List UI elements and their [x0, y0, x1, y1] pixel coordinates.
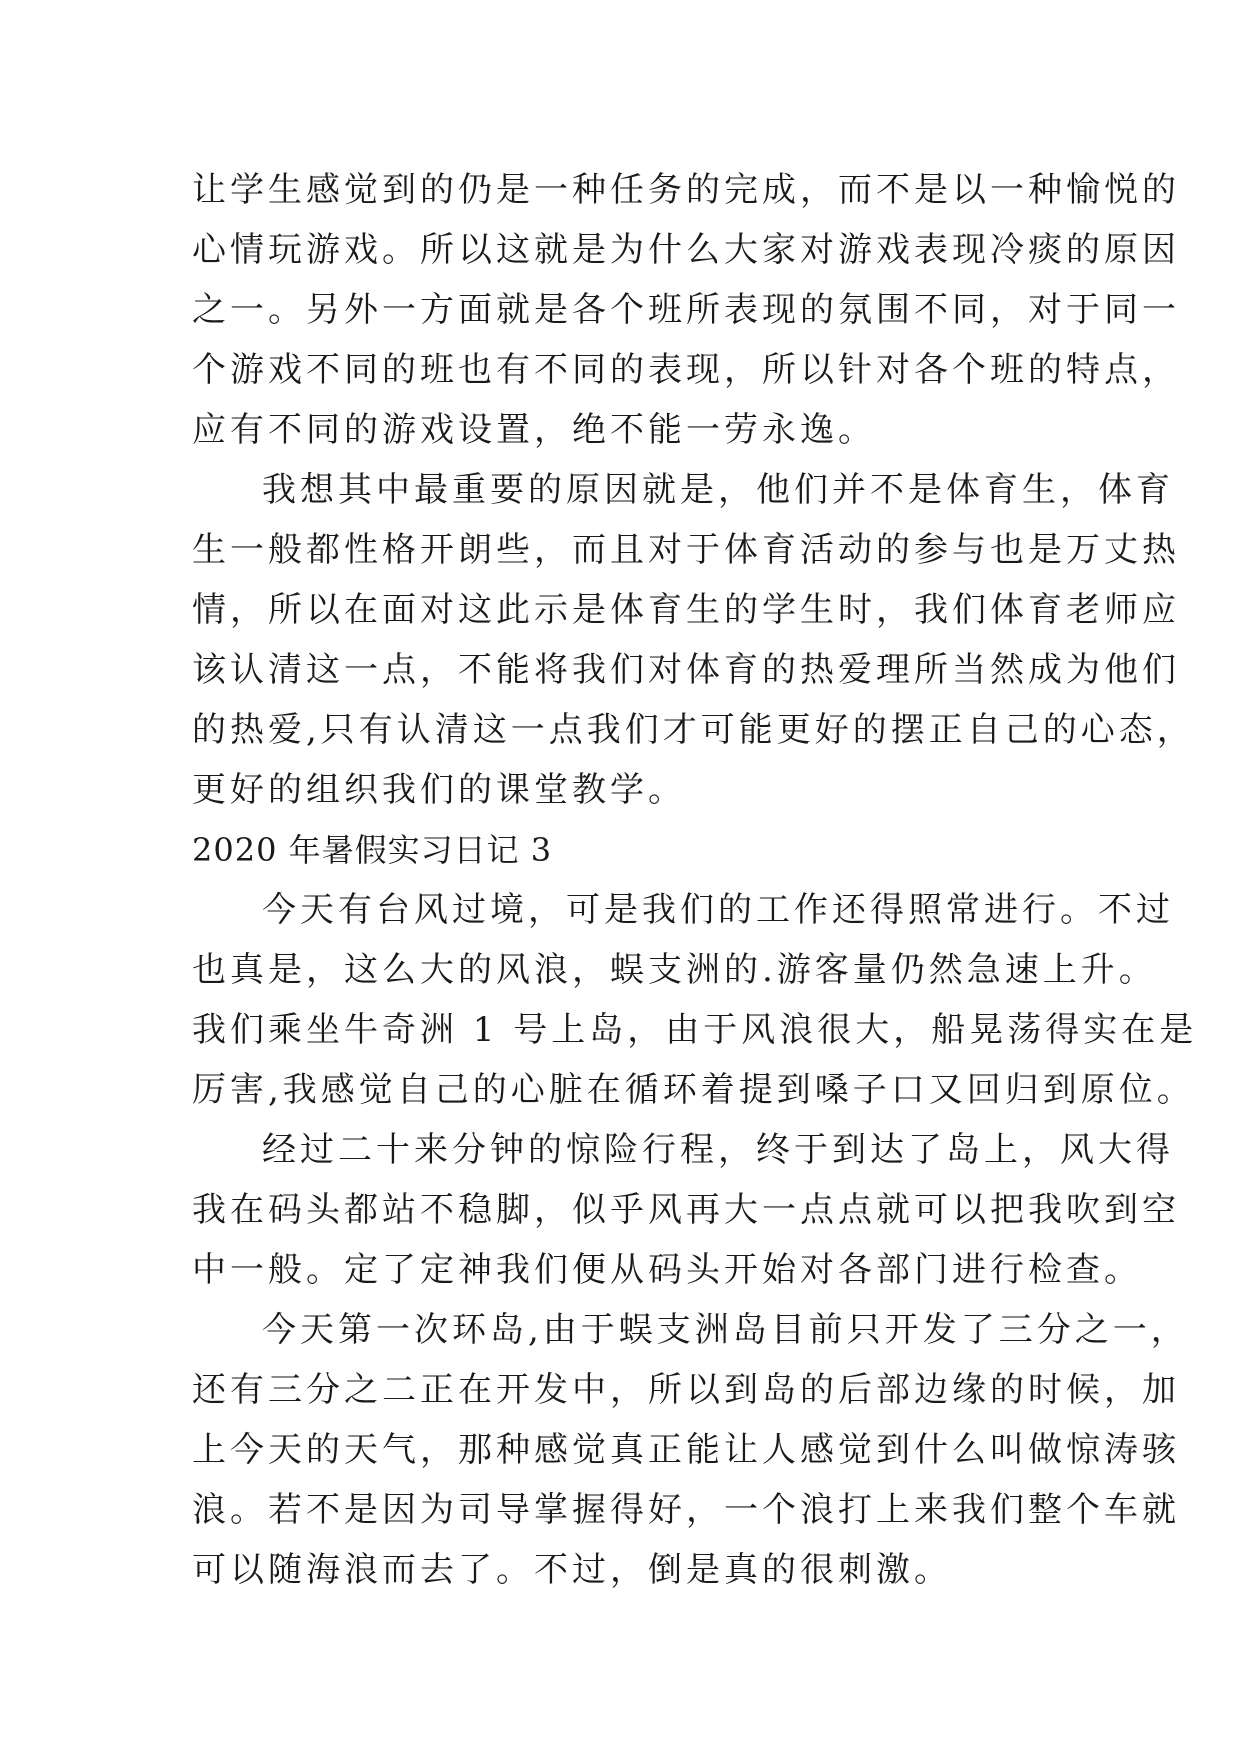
text-line: 让学生感觉到的仍是一种任务的完成，而不是以一种愉悦的: [192, 170, 1180, 210]
text-line: 心情玩游戏。所以这就是为什么大家对游戏表现冷痰的原因: [192, 230, 1180, 270]
text-line: 厉害,我感觉自己的心脏在循环着提到嗓子口又回归到原位。: [192, 1070, 1195, 1110]
paragraph: [192, 1120, 1180, 1300]
text-line: 之一。另外一方面就是各个班所表现的氛围不同，对于同一: [192, 290, 1180, 330]
text-line: 也真是，这么大的风浪，蜈支洲的.游客量仍然急速上升。: [192, 950, 1157, 990]
text-line: 今天有台风过境，可是我们的工作还得照常进行。不过: [262, 890, 1174, 930]
text-line: 更好的组织我们的课堂教学。: [192, 770, 686, 810]
text-line: 生一般都性格开朗些，而且对于体育活动的参与也是万丈热: [192, 530, 1180, 570]
section-heading: 2020 年暑假实习日记 3: [192, 831, 553, 869]
text-line: 情，所以在面对这此示是体育生的学生时，我们体育老师应: [192, 590, 1180, 630]
paragraph: [192, 460, 1195, 820]
text-line: 今天第一次环岛,由于蜈支洲岛目前只开发了三分之一，: [262, 1310, 1189, 1350]
text-line: 个游戏不同的班也有不同的表现，所以针对各个班的特点，: [192, 350, 1180, 390]
text-line: 我们乘坐牛奇洲 1 号上岛，由于风浪很大，船晃荡得实在是: [192, 1010, 1198, 1050]
paragraph: [192, 1300, 1189, 1600]
text-line: 我在码头都站不稳脚，似乎风再大一点点就可以把我吹到空: [192, 1190, 1180, 1230]
text-line: 还有三分之二正在开发中，所以到岛的后部边缘的时候，加: [192, 1370, 1180, 1410]
text-line: 上今天的天气，那种感觉真正能让人感觉到什么叫做惊涛骇: [192, 1430, 1180, 1470]
paragraph: [192, 160, 1180, 460]
text-line: 我想其中最重要的原因就是，他们并不是体育生，体育: [262, 470, 1174, 510]
text-line: 的热爱,只有认清这一点我们才可能更好的摆正自己的心态，: [192, 710, 1195, 750]
text-line: 应有不同的游戏设置，绝不能一劳永逸。: [192, 410, 876, 450]
text-line: 该认清这一点，不能将我们对体育的热爱理所当然成为他们: [192, 650, 1180, 690]
text-line: 中一般。定了定神我们便从码头开始对各部门进行检查。: [192, 1250, 1142, 1290]
paragraph: [192, 880, 1198, 1120]
document-body: [192, 160, 1198, 1600]
text-line: 可以随海浪而去了。不过，倒是真的很刺激。: [192, 1550, 952, 1590]
text-line: 经过二十来分钟的惊险行程，终于到达了岛上，风大得: [262, 1130, 1174, 1170]
text-line: 浪。若不是因为司导掌握得好，一个浪打上来我们整个车就: [192, 1490, 1180, 1530]
